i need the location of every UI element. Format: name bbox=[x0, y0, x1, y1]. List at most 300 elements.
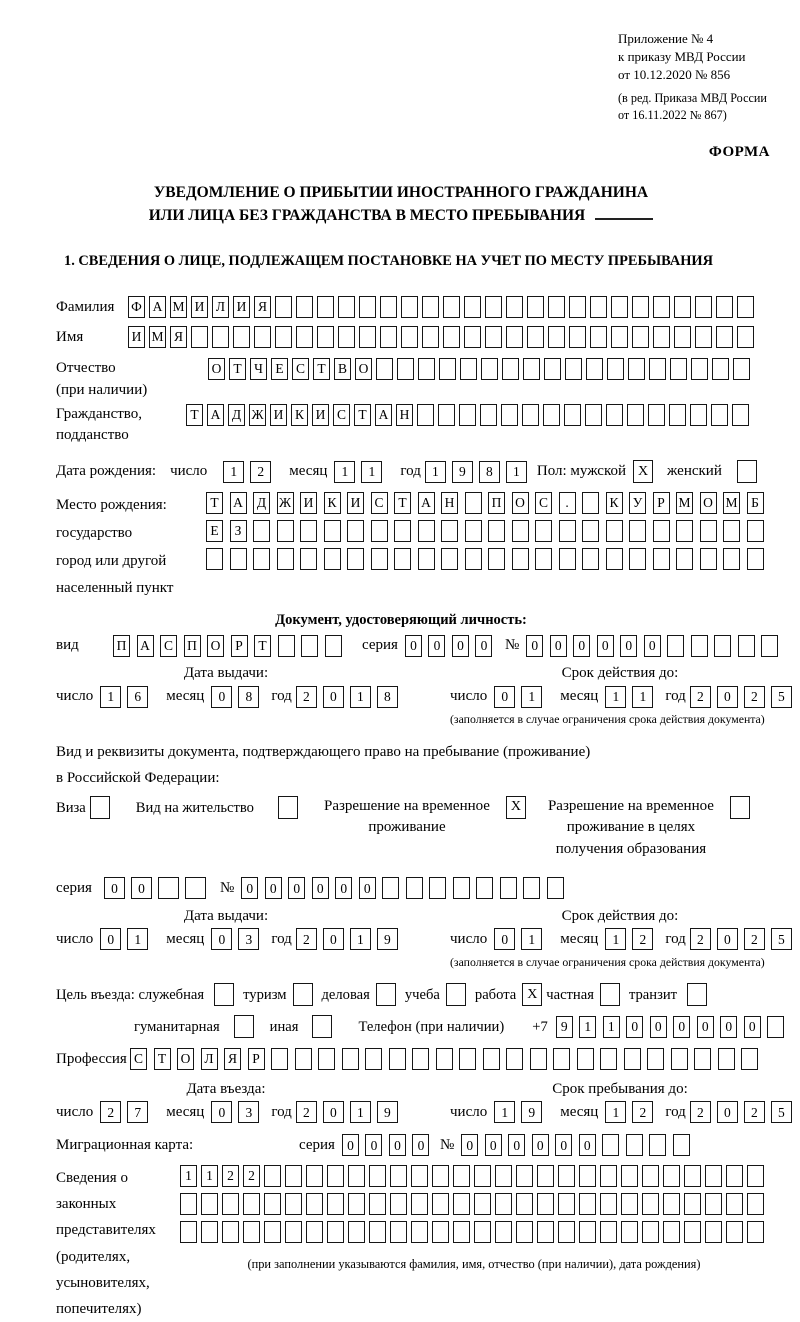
form-cell[interactable]: 1 bbox=[100, 686, 121, 708]
form-cell[interactable] bbox=[443, 296, 460, 318]
form-cell[interactable] bbox=[495, 1221, 512, 1243]
form-cell[interactable] bbox=[628, 358, 645, 380]
form-cell[interactable] bbox=[667, 635, 684, 657]
form-cell[interactable] bbox=[506, 1048, 523, 1070]
form-cell[interactable] bbox=[459, 1048, 476, 1070]
form-cell[interactable] bbox=[264, 1193, 281, 1215]
form-cell[interactable]: 8 bbox=[479, 461, 500, 483]
form-cell[interactable] bbox=[606, 404, 623, 426]
edu-permit-checkbox[interactable] bbox=[730, 796, 750, 819]
form-cell[interactable] bbox=[653, 548, 670, 570]
form-cell[interactable] bbox=[397, 358, 414, 380]
form-cell[interactable] bbox=[500, 877, 517, 899]
form-cell[interactable] bbox=[747, 520, 764, 542]
form-cell[interactable]: 8 bbox=[377, 686, 398, 708]
form-cell[interactable] bbox=[718, 1048, 735, 1070]
form-cell[interactable] bbox=[348, 1221, 365, 1243]
form-cell[interactable]: 0 bbox=[312, 877, 329, 899]
form-cell[interactable] bbox=[253, 548, 270, 570]
form-cell[interactable] bbox=[347, 548, 364, 570]
form-cell[interactable] bbox=[296, 326, 313, 348]
form-cell[interactable]: 0 bbox=[104, 877, 125, 899]
form-cell[interactable] bbox=[674, 326, 691, 348]
form-cell[interactable] bbox=[565, 358, 582, 380]
form-cell[interactable]: Е bbox=[271, 358, 288, 380]
form-cell[interactable] bbox=[663, 1221, 680, 1243]
form-cell[interactable] bbox=[523, 358, 540, 380]
form-cell[interactable]: 2 bbox=[296, 1101, 317, 1123]
form-cell[interactable] bbox=[673, 1134, 690, 1156]
form-cell[interactable] bbox=[627, 404, 644, 426]
form-cell[interactable] bbox=[348, 1193, 365, 1215]
form-cell[interactable]: 0 bbox=[359, 877, 376, 899]
form-cell[interactable] bbox=[535, 520, 552, 542]
form-cell[interactable]: 2 bbox=[222, 1165, 239, 1187]
form-cell[interactable]: Т bbox=[394, 492, 411, 514]
form-cell[interactable]: А bbox=[230, 492, 247, 514]
form-cell[interactable] bbox=[579, 1165, 596, 1187]
form-cell[interactable]: Н bbox=[396, 404, 413, 426]
temp-permit-checkbox[interactable]: X bbox=[506, 796, 526, 819]
form-cell[interactable] bbox=[705, 1165, 722, 1187]
form-cell[interactable] bbox=[649, 1134, 666, 1156]
form-cell[interactable] bbox=[726, 1221, 743, 1243]
form-cell[interactable] bbox=[537, 1165, 554, 1187]
purpose-work-checkbox[interactable]: X bbox=[522, 983, 542, 1006]
form-cell[interactable] bbox=[582, 548, 599, 570]
form-cell[interactable]: 0 bbox=[717, 1101, 738, 1123]
form-cell[interactable] bbox=[338, 326, 355, 348]
form-cell[interactable]: С bbox=[371, 492, 388, 514]
form-cell[interactable]: 2 bbox=[632, 1101, 653, 1123]
form-cell[interactable] bbox=[474, 1165, 491, 1187]
form-cell[interactable]: А bbox=[207, 404, 224, 426]
form-cell[interactable] bbox=[621, 1221, 638, 1243]
form-cell[interactable]: Ч bbox=[250, 358, 267, 380]
form-cell[interactable] bbox=[371, 548, 388, 570]
form-cell[interactable]: 0 bbox=[620, 635, 637, 657]
form-cell[interactable]: Е bbox=[206, 520, 223, 542]
form-cell[interactable] bbox=[418, 520, 435, 542]
form-cell[interactable] bbox=[579, 1221, 596, 1243]
form-cell[interactable] bbox=[653, 326, 670, 348]
form-cell[interactable] bbox=[716, 326, 733, 348]
form-cell[interactable]: 6 bbox=[127, 686, 148, 708]
form-cell[interactable]: 9 bbox=[452, 461, 473, 483]
form-cell[interactable]: 0 bbox=[475, 635, 492, 657]
form-cell[interactable]: А bbox=[375, 404, 392, 426]
form-cell[interactable]: Т bbox=[254, 635, 271, 657]
form-cell[interactable]: 0 bbox=[573, 635, 590, 657]
form-cell[interactable]: 2 bbox=[100, 1101, 121, 1123]
form-cell[interactable] bbox=[747, 1193, 764, 1215]
form-cell[interactable]: 1 bbox=[425, 461, 446, 483]
form-cell[interactable] bbox=[548, 326, 565, 348]
form-cell[interactable]: М bbox=[676, 492, 693, 514]
form-cell[interactable] bbox=[306, 1165, 323, 1187]
form-cell[interactable] bbox=[453, 1221, 470, 1243]
form-cell[interactable]: С bbox=[130, 1048, 147, 1070]
form-cell[interactable] bbox=[684, 1193, 701, 1215]
form-cell[interactable]: З bbox=[230, 520, 247, 542]
form-cell[interactable] bbox=[629, 520, 646, 542]
form-cell[interactable] bbox=[684, 1165, 701, 1187]
form-cell[interactable] bbox=[465, 520, 482, 542]
form-cell[interactable] bbox=[301, 635, 318, 657]
form-cell[interactable]: 1 bbox=[334, 461, 355, 483]
form-cell[interactable] bbox=[233, 326, 250, 348]
purpose-other-checkbox[interactable] bbox=[312, 1015, 332, 1038]
purpose-transit-checkbox[interactable] bbox=[687, 983, 707, 1006]
form-cell[interactable] bbox=[264, 1165, 281, 1187]
form-cell[interactable] bbox=[543, 404, 560, 426]
form-cell[interactable] bbox=[324, 520, 341, 542]
form-cell[interactable] bbox=[443, 326, 460, 348]
form-cell[interactable] bbox=[338, 296, 355, 318]
form-cell[interactable] bbox=[582, 492, 599, 514]
form-cell[interactable]: 0 bbox=[412, 1134, 429, 1156]
form-cell[interactable]: С bbox=[535, 492, 552, 514]
form-cell[interactable] bbox=[411, 1221, 428, 1243]
form-cell[interactable] bbox=[271, 1048, 288, 1070]
form-cell[interactable] bbox=[212, 326, 229, 348]
form-cell[interactable]: 1 bbox=[603, 1016, 620, 1038]
form-cell[interactable] bbox=[459, 404, 476, 426]
form-cell[interactable] bbox=[726, 1193, 743, 1215]
form-cell[interactable] bbox=[485, 326, 502, 348]
form-cell[interactable] bbox=[564, 404, 581, 426]
form-cell[interactable] bbox=[642, 1165, 659, 1187]
form-cell[interactable] bbox=[649, 358, 666, 380]
form-cell[interactable]: 1 bbox=[350, 928, 371, 950]
form-cell[interactable]: Ф bbox=[128, 296, 145, 318]
form-cell[interactable] bbox=[535, 548, 552, 570]
form-cell[interactable]: Р bbox=[231, 635, 248, 657]
form-cell[interactable]: 0 bbox=[365, 1134, 382, 1156]
form-cell[interactable]: 0 bbox=[323, 928, 344, 950]
form-cell[interactable] bbox=[690, 404, 707, 426]
form-cell[interactable]: С bbox=[333, 404, 350, 426]
form-cell[interactable] bbox=[495, 1193, 512, 1215]
purpose-private-checkbox[interactable] bbox=[600, 983, 620, 1006]
form-cell[interactable] bbox=[411, 1193, 428, 1215]
form-cell[interactable] bbox=[577, 1048, 594, 1070]
form-cell[interactable] bbox=[474, 1193, 491, 1215]
form-cell[interactable]: 0 bbox=[100, 928, 121, 950]
form-cell[interactable] bbox=[559, 520, 576, 542]
form-cell[interactable] bbox=[600, 1221, 617, 1243]
form-cell[interactable] bbox=[559, 548, 576, 570]
purpose-study-checkbox[interactable] bbox=[446, 983, 466, 1006]
form-cell[interactable] bbox=[602, 1134, 619, 1156]
form-cell[interactable]: Я bbox=[170, 326, 187, 348]
form-cell[interactable] bbox=[691, 635, 708, 657]
form-cell[interactable] bbox=[418, 548, 435, 570]
form-cell[interactable] bbox=[417, 404, 434, 426]
form-cell[interactable]: П bbox=[113, 635, 130, 657]
form-cell[interactable] bbox=[347, 520, 364, 542]
form-cell[interactable]: 2 bbox=[690, 686, 711, 708]
form-cell[interactable] bbox=[606, 548, 623, 570]
form-cell[interactable] bbox=[380, 296, 397, 318]
form-cell[interactable] bbox=[206, 548, 223, 570]
form-cell[interactable] bbox=[767, 1016, 784, 1038]
form-cell[interactable] bbox=[669, 404, 686, 426]
form-cell[interactable] bbox=[300, 520, 317, 542]
purpose-tourism-checkbox[interactable] bbox=[293, 983, 313, 1006]
form-cell[interactable]: К bbox=[606, 492, 623, 514]
form-cell[interactable] bbox=[516, 1221, 533, 1243]
form-cell[interactable] bbox=[432, 1193, 449, 1215]
form-cell[interactable] bbox=[317, 326, 334, 348]
form-cell[interactable]: А bbox=[137, 635, 154, 657]
form-cell[interactable] bbox=[253, 520, 270, 542]
form-cell[interactable]: 0 bbox=[717, 928, 738, 950]
form-cell[interactable] bbox=[317, 296, 334, 318]
form-cell[interactable] bbox=[716, 296, 733, 318]
form-cell[interactable] bbox=[738, 635, 755, 657]
form-cell[interactable] bbox=[553, 1048, 570, 1070]
form-cell[interactable] bbox=[230, 548, 247, 570]
form-cell[interactable] bbox=[611, 296, 628, 318]
form-cell[interactable] bbox=[285, 1193, 302, 1215]
form-cell[interactable]: Д bbox=[253, 492, 270, 514]
form-cell[interactable] bbox=[348, 1165, 365, 1187]
form-cell[interactable]: Ж bbox=[277, 492, 294, 514]
form-cell[interactable] bbox=[439, 358, 456, 380]
form-cell[interactable]: О bbox=[512, 492, 529, 514]
form-cell[interactable]: Б bbox=[747, 492, 764, 514]
form-cell[interactable]: 5 bbox=[771, 1101, 792, 1123]
form-cell[interactable]: О bbox=[208, 358, 225, 380]
form-cell[interactable] bbox=[464, 326, 481, 348]
form-cell[interactable]: И bbox=[347, 492, 364, 514]
form-cell[interactable] bbox=[432, 1165, 449, 1187]
form-cell[interactable] bbox=[737, 296, 754, 318]
form-cell[interactable] bbox=[723, 548, 740, 570]
form-cell[interactable]: 0 bbox=[211, 686, 232, 708]
form-cell[interactable] bbox=[158, 877, 179, 899]
form-cell[interactable] bbox=[590, 296, 607, 318]
form-cell[interactable] bbox=[632, 296, 649, 318]
form-cell[interactable] bbox=[382, 877, 399, 899]
form-cell[interactable]: Т bbox=[186, 404, 203, 426]
form-cell[interactable] bbox=[670, 358, 687, 380]
form-cell[interactable]: 0 bbox=[405, 635, 422, 657]
form-cell[interactable] bbox=[418, 358, 435, 380]
form-cell[interactable] bbox=[737, 326, 754, 348]
form-cell[interactable] bbox=[485, 296, 502, 318]
form-cell[interactable] bbox=[705, 1221, 722, 1243]
form-cell[interactable]: 1 bbox=[350, 1101, 371, 1123]
form-cell[interactable]: А bbox=[149, 296, 166, 318]
form-cell[interactable] bbox=[277, 520, 294, 542]
form-cell[interactable] bbox=[465, 492, 482, 514]
form-cell[interactable]: 8 bbox=[238, 686, 259, 708]
form-cell[interactable] bbox=[642, 1221, 659, 1243]
form-cell[interactable]: . bbox=[559, 492, 576, 514]
form-cell[interactable]: 1 bbox=[506, 461, 527, 483]
form-cell[interactable] bbox=[705, 1193, 722, 1215]
form-cell[interactable]: Ж bbox=[249, 404, 266, 426]
form-cell[interactable] bbox=[460, 358, 477, 380]
form-cell[interactable]: 0 bbox=[288, 877, 305, 899]
form-cell[interactable] bbox=[359, 326, 376, 348]
form-cell[interactable] bbox=[547, 877, 564, 899]
form-cell[interactable]: Т bbox=[313, 358, 330, 380]
form-cell[interactable] bbox=[711, 404, 728, 426]
form-cell[interactable]: 0 bbox=[717, 686, 738, 708]
form-cell[interactable] bbox=[464, 296, 481, 318]
form-cell[interactable] bbox=[411, 1165, 428, 1187]
form-cell[interactable]: 2 bbox=[744, 928, 765, 950]
form-cell[interactable] bbox=[606, 520, 623, 542]
form-cell[interactable] bbox=[648, 404, 665, 426]
form-cell[interactable] bbox=[590, 326, 607, 348]
form-cell[interactable]: 2 bbox=[744, 1101, 765, 1123]
form-cell[interactable]: 1 bbox=[223, 461, 244, 483]
form-cell[interactable] bbox=[569, 326, 586, 348]
form-cell[interactable]: 0 bbox=[644, 635, 661, 657]
form-cell[interactable]: 1 bbox=[521, 686, 542, 708]
form-cell[interactable]: 2 bbox=[690, 928, 711, 950]
form-cell[interactable] bbox=[476, 877, 493, 899]
form-cell[interactable] bbox=[201, 1221, 218, 1243]
form-cell[interactable] bbox=[243, 1221, 260, 1243]
form-cell[interactable] bbox=[621, 1165, 638, 1187]
form-cell[interactable]: 0 bbox=[335, 877, 352, 899]
residence-permit-checkbox[interactable] bbox=[278, 796, 298, 819]
form-cell[interactable] bbox=[180, 1193, 197, 1215]
form-cell[interactable] bbox=[390, 1165, 407, 1187]
form-cell[interactable]: К bbox=[291, 404, 308, 426]
form-cell[interactable] bbox=[522, 404, 539, 426]
form-cell[interactable] bbox=[501, 404, 518, 426]
form-cell[interactable]: 0 bbox=[131, 877, 152, 899]
form-cell[interactable] bbox=[741, 1048, 758, 1070]
form-cell[interactable] bbox=[653, 296, 670, 318]
form-cell[interactable] bbox=[527, 326, 544, 348]
form-cell[interactable] bbox=[695, 296, 712, 318]
form-cell[interactable] bbox=[369, 1193, 386, 1215]
form-cell[interactable] bbox=[359, 296, 376, 318]
form-cell[interactable] bbox=[695, 326, 712, 348]
form-cell[interactable]: С bbox=[160, 635, 177, 657]
form-cell[interactable] bbox=[512, 520, 529, 542]
form-cell[interactable] bbox=[401, 296, 418, 318]
form-cell[interactable]: 0 bbox=[555, 1134, 572, 1156]
form-cell[interactable]: 2 bbox=[296, 928, 317, 950]
form-cell[interactable] bbox=[285, 1221, 302, 1243]
form-cell[interactable]: 1 bbox=[632, 686, 653, 708]
form-cell[interactable]: 2 bbox=[296, 686, 317, 708]
form-cell[interactable] bbox=[296, 296, 313, 318]
form-cell[interactable]: Т bbox=[354, 404, 371, 426]
form-cell[interactable] bbox=[436, 1048, 453, 1070]
form-cell[interactable] bbox=[180, 1221, 197, 1243]
male-checkbox[interactable]: X bbox=[633, 460, 653, 483]
form-cell[interactable] bbox=[586, 358, 603, 380]
form-cell[interactable] bbox=[441, 520, 458, 542]
form-cell[interactable]: 5 bbox=[771, 928, 792, 950]
form-cell[interactable] bbox=[733, 358, 750, 380]
form-cell[interactable]: 1 bbox=[605, 928, 626, 950]
form-cell[interactable] bbox=[607, 358, 624, 380]
form-cell[interactable]: 1 bbox=[201, 1165, 218, 1187]
form-cell[interactable]: Р bbox=[248, 1048, 265, 1070]
form-cell[interactable] bbox=[537, 1221, 554, 1243]
form-cell[interactable] bbox=[495, 1165, 512, 1187]
form-cell[interactable] bbox=[726, 1165, 743, 1187]
form-cell[interactable] bbox=[761, 635, 778, 657]
form-cell[interactable]: 0 bbox=[323, 686, 344, 708]
form-cell[interactable] bbox=[300, 548, 317, 570]
form-cell[interactable]: 0 bbox=[265, 877, 282, 899]
form-cell[interactable]: И bbox=[233, 296, 250, 318]
form-cell[interactable] bbox=[324, 548, 341, 570]
form-cell[interactable] bbox=[406, 877, 423, 899]
form-cell[interactable]: И bbox=[312, 404, 329, 426]
form-cell[interactable]: 0 bbox=[241, 877, 258, 899]
form-cell[interactable] bbox=[694, 1048, 711, 1070]
form-cell[interactable]: Л bbox=[201, 1048, 218, 1070]
form-cell[interactable]: 0 bbox=[211, 1101, 232, 1123]
form-cell[interactable] bbox=[647, 1048, 664, 1070]
form-cell[interactable]: 0 bbox=[494, 686, 515, 708]
form-cell[interactable] bbox=[642, 1193, 659, 1215]
form-cell[interactable]: Н bbox=[441, 492, 458, 514]
form-cell[interactable] bbox=[389, 1048, 406, 1070]
purpose-business-checkbox[interactable] bbox=[376, 983, 396, 1006]
form-cell[interactable] bbox=[488, 548, 505, 570]
purpose-official-checkbox[interactable] bbox=[214, 983, 234, 1006]
form-cell[interactable] bbox=[422, 296, 439, 318]
form-cell[interactable] bbox=[632, 326, 649, 348]
form-cell[interactable] bbox=[438, 404, 455, 426]
form-cell[interactable]: 1 bbox=[494, 1101, 515, 1123]
form-cell[interactable] bbox=[747, 548, 764, 570]
form-cell[interactable] bbox=[691, 358, 708, 380]
form-cell[interactable] bbox=[481, 358, 498, 380]
form-cell[interactable]: У bbox=[629, 492, 646, 514]
form-cell[interactable] bbox=[653, 520, 670, 542]
form-cell[interactable]: И bbox=[270, 404, 287, 426]
form-cell[interactable]: О bbox=[700, 492, 717, 514]
form-cell[interactable] bbox=[523, 877, 540, 899]
form-cell[interactable]: 1 bbox=[579, 1016, 596, 1038]
form-cell[interactable]: И bbox=[300, 492, 317, 514]
form-cell[interactable] bbox=[394, 520, 411, 542]
form-cell[interactable]: 9 bbox=[377, 928, 398, 950]
form-cell[interactable] bbox=[390, 1193, 407, 1215]
form-cell[interactable] bbox=[506, 326, 523, 348]
form-cell[interactable] bbox=[275, 296, 292, 318]
form-cell[interactable] bbox=[600, 1193, 617, 1215]
form-cell[interactable] bbox=[278, 635, 295, 657]
form-cell[interactable] bbox=[502, 358, 519, 380]
form-cell[interactable] bbox=[453, 877, 470, 899]
form-cell[interactable] bbox=[600, 1048, 617, 1070]
form-cell[interactable]: 0 bbox=[508, 1134, 525, 1156]
form-cell[interactable]: П bbox=[184, 635, 201, 657]
form-cell[interactable] bbox=[558, 1221, 575, 1243]
form-cell[interactable]: 0 bbox=[494, 928, 515, 950]
form-cell[interactable]: 0 bbox=[389, 1134, 406, 1156]
form-cell[interactable]: 0 bbox=[461, 1134, 478, 1156]
form-cell[interactable] bbox=[474, 1221, 491, 1243]
form-cell[interactable] bbox=[684, 1221, 701, 1243]
form-cell[interactable]: 1 bbox=[350, 686, 371, 708]
